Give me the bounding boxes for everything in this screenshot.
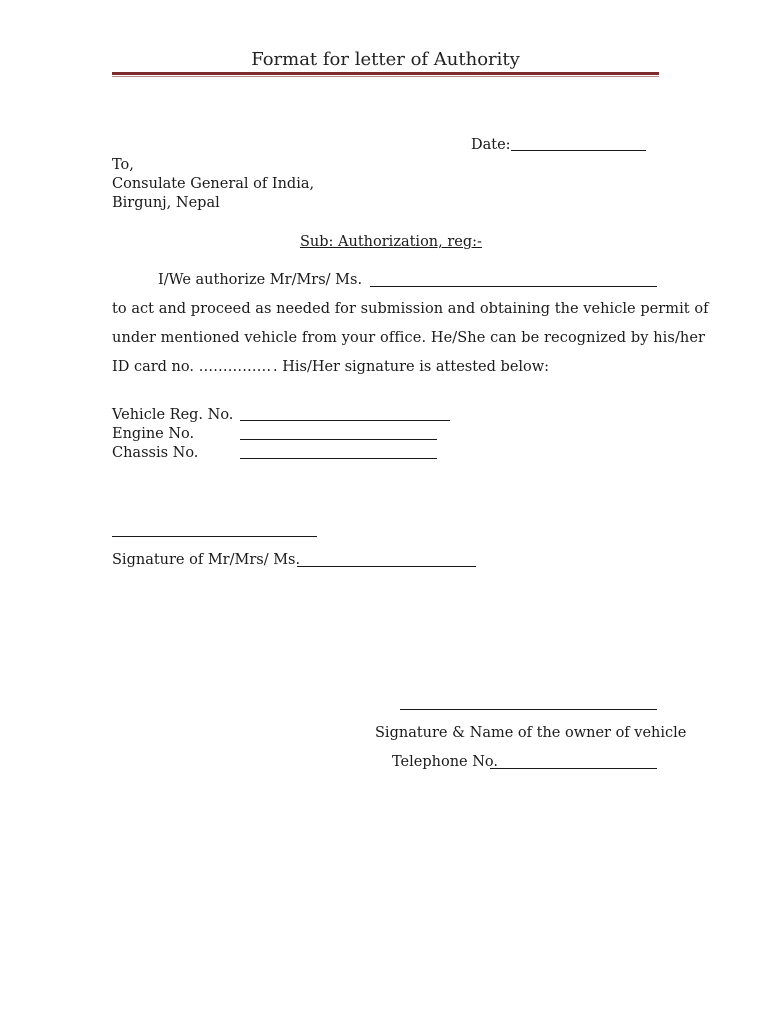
recipient-salutation: To, [112,157,134,173]
owner-signature-label: Signature & Name of the owner of vehicle [375,725,687,741]
engine-no-field-line[interactable] [240,439,437,440]
title-divider [112,72,659,75]
telephone-field-line[interactable] [490,768,657,769]
recipient-line-2: Birgunj, Nepal [112,195,220,211]
document-title: Format for letter of Authority [251,49,520,70]
engine-no-label: Engine No. [112,426,195,442]
date-field-line[interactable] [511,150,646,151]
attested-signature-line[interactable] [112,536,317,537]
vehicle-reg-field-line[interactable] [240,420,450,421]
vehicle-reg-label: Vehicle Reg. No. [112,407,234,423]
body-line-1: I/We authorize Mr/Mrs/ Ms. [158,272,363,288]
recipient-line-1: Consulate General of India, [112,176,315,192]
attested-signature-label: Signature of Mr/Mrs/ Ms. [112,552,301,568]
body-line-4-id: ID card no. …………… [112,359,272,375]
body-line-4-rest: . His/Her signature is attested below: [273,359,550,375]
title-divider-thin [112,76,659,77]
owner-signature-line[interactable] [400,709,657,710]
chassis-no-field-line[interactable] [240,458,437,459]
body-line-3: under mentioned vehicle from your office. He/She can be recognized by his/her [112,330,706,346]
authorized-person-name-line[interactable] [370,286,657,287]
telephone-label: Telephone No. [392,754,498,770]
date-label: Date: [471,137,511,153]
attested-name-field-line[interactable] [297,566,476,567]
body-line-2: to act and proceed as needed for submission and obtaining the vehicle permit of [112,301,709,317]
chassis-no-label: Chassis No. [112,445,199,461]
subject-line: Sub: Authorization, reg:- [300,234,482,250]
